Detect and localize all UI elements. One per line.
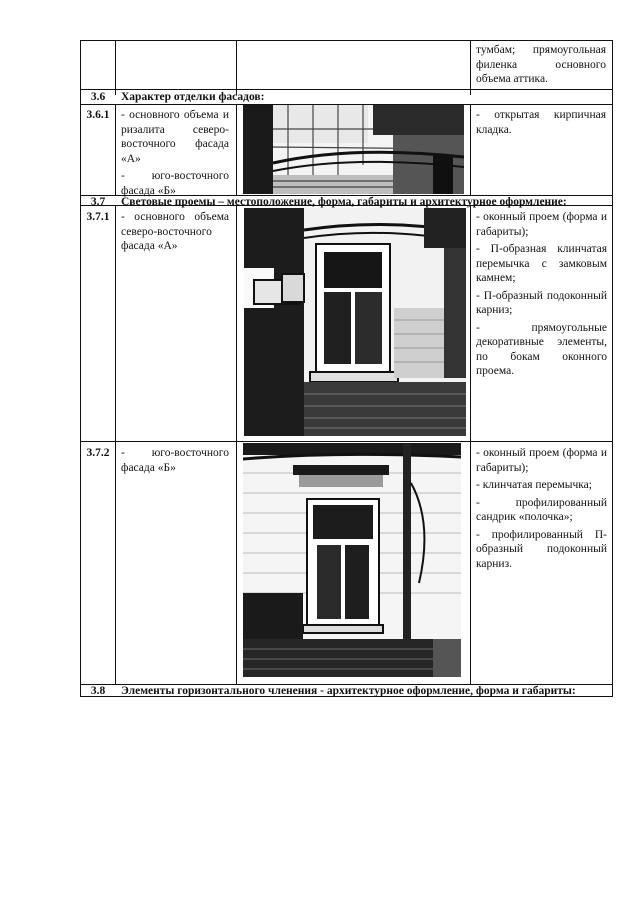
window-photo-facade-a [244,208,466,436]
item-location [121,108,229,201]
table-border-right [612,40,613,697]
column-divider-1 [115,205,116,684]
window-description [476,210,607,382]
location-line: - юго-восточного фасада «Б» [121,170,229,197]
section-number: 3.8 [90,685,106,697]
location-line: - основного объема северо-восточного фасада «А» [121,211,229,252]
table-border-left [80,40,81,697]
column-divider-1 [115,104,116,195]
description-line: - оконный проем (форма и габариты); [476,211,607,238]
item-number: 3.7.2 [86,447,110,459]
description-line: - клинчатая перемычка; [476,479,592,491]
column-divider-2 [236,40,237,95]
item-location [121,446,229,478]
description-line: - прямоугольные декоративные элементы, по бокам оконного проема. [476,321,607,377]
item-number: 3.6.1 [86,109,110,121]
column-divider-3 [470,205,471,684]
section-heading: Световые проемы – местоположение, форма, габариты и архитектурное оформление: [121,196,567,208]
description-line: - профилированный П-образный подоконный карниз. [476,528,607,570]
column-divider-3 [470,40,471,95]
column-divider-1 [115,40,116,95]
row-divider [80,40,613,41]
item-location [121,210,229,257]
column-divider-2 [236,205,237,684]
row-divider [80,441,613,442]
description-line: - открытая кирпичная кладка. [476,109,606,136]
description-line: - профилированный сандрик «полочка»; [476,496,607,523]
section-number: 3.6 [90,91,106,103]
facade-finish-photo [243,105,464,194]
column-divider-3 [470,104,471,195]
section-heading: Характер отделки фасадов: [121,91,265,103]
description-line: - П-образная клинчатая перемычка с замковым камнем; [476,243,607,284]
location-line: - основного объема и ризалита северо-восточного фасада «А» [121,109,229,165]
description-line: - П-образный подоконный карниз; [476,289,607,316]
description-line: - оконный проем (форма и габариты); [476,447,607,474]
column-divider-2 [236,104,237,195]
section-heading: Элементы горизонтального членения - архитектурное оформление, форма и габариты: [121,685,576,697]
finish-description [476,108,606,140]
location-line: - юго-восточного фасада «Б» [121,447,229,474]
continued-description: тумбам; прямоугольная филенка основного объема аттика. [476,44,606,85]
item-number: 3.7.1 [86,211,110,223]
section-number: 3.7 [90,196,106,208]
window-description [476,446,607,574]
window-photo-facade-b [243,443,461,677]
